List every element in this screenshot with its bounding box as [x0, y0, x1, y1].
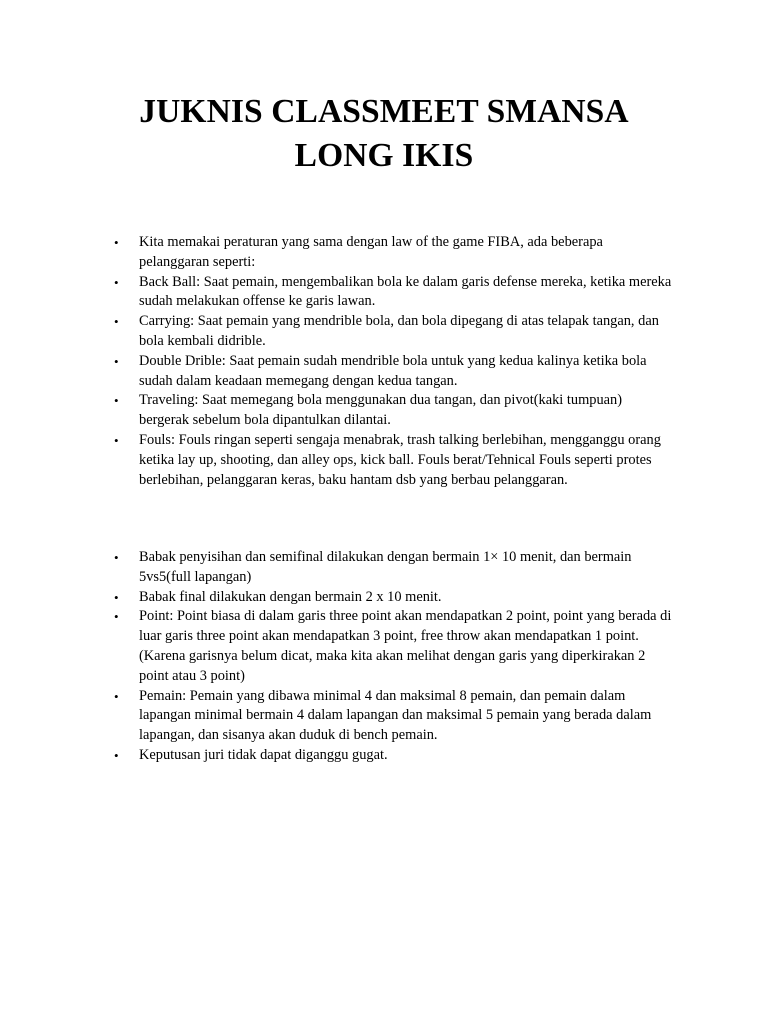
- bullet-icon: •: [114, 235, 119, 250]
- list-item: [0, 548, 768, 588]
- list-item: [0, 687, 768, 746]
- list-item-text: Carrying: Saat pemain yang mendrible bola, dan bola dipegang di atas telapak tangan, dan bola kembali didrible.: [139, 313, 659, 349]
- title-line-2: LONG IKIS: [294, 137, 474, 174]
- list-item-text: Pemain: Pemain yang dibawa minimal 4 dan maksimal 8 pemain, dan pemain dalam lapangan minimal bermain 4 dalam lapangan dan maksimal 5 pemain yang berada dalam lapangan, dan sisanya akan duduk di bench pemain.: [139, 687, 652, 744]
- list-item: [0, 391, 768, 431]
- list-item: [0, 431, 768, 490]
- bullet-icon: •: [114, 353, 119, 369]
- list-item: [0, 588, 768, 608]
- list-item-text: Back Ball: Saat pemain, mengembalikan bola ke dalam garis defense mereka, ketika mereka sudah melakukan offense ke garis lawan.: [139, 273, 672, 310]
- list-item: [0, 312, 768, 352]
- bullet-icon: •: [114, 432, 119, 448]
- list-item: [0, 607, 768, 686]
- bullet-icon: •: [114, 688, 119, 704]
- list-item: [0, 233, 768, 273]
- list-item-text: Babak penyisihan dan semifinal dilakukan dengan bermain 1× 10 menit, dan bermain 5vs5(full lapangan): [139, 549, 632, 585]
- title-line-1: JUKNIS CLASSMEET SMANSA: [139, 93, 629, 130]
- rules-list-match: [0, 548, 768, 766]
- bullet-icon: •: [114, 589, 119, 605]
- list-item-text: Babak final dilakukan dengan bermain 2 x 10 menit.: [139, 588, 442, 605]
- list-item-text: Kita memakai peraturan yang sama dengan law of the game FIBA, ada beberapa pelanggaran seperti:: [139, 234, 603, 270]
- list-item-text: Keputusan juri tidak dapat diganggu gugat.: [139, 746, 388, 763]
- list-item-text: Point: Point biasa di dalam garis three point akan mendapatkan 2 point, point yang berada di luar garis three point akan mendapatkan 3 point, free throw akan mendapatkan 1 point.(Karena garisnya belum dicat, maka kita akan melihat dengan garis yang diperkirakan 2 point atau 3 point): [139, 608, 672, 684]
- bullet-icon: •: [114, 393, 119, 409]
- rules-list-fouls: [0, 233, 768, 490]
- bullet-icon: •: [114, 274, 119, 290]
- list-item-text: Double Drible: Saat pemain sudah mendrible bola untuk yang kedua kalinya ketika bola sudah dalam keadaan memegang dengan kedua tangan.: [139, 352, 647, 389]
- list-item: [0, 352, 768, 392]
- document-title: [0, 90, 768, 178]
- bullet-icon: •: [114, 747, 119, 763]
- list-item: [0, 746, 768, 766]
- list-item-text: Fouls: Fouls ringan seperti sengaja menabrak, trash talking berlebihan, mengganggu orang ketika lay up, shooting, dan alley ops, kick ball. Fouls berat/Tehnical Fouls seperti protes berlebihan, pelanggaran keras, baku hantam dsb yang berbau pelanggaran.: [139, 431, 661, 488]
- list-item: [0, 273, 768, 313]
- bullet-icon: •: [114, 609, 119, 625]
- list-item-text: Traveling: Saat memegang bola menggunakan dua tangan, dan pivot(kaki tumpuan) bergerak sebelum bola dipantulkan dilantai.: [139, 392, 623, 429]
- bullet-icon: •: [114, 550, 119, 565]
- bullet-icon: •: [114, 314, 119, 330]
